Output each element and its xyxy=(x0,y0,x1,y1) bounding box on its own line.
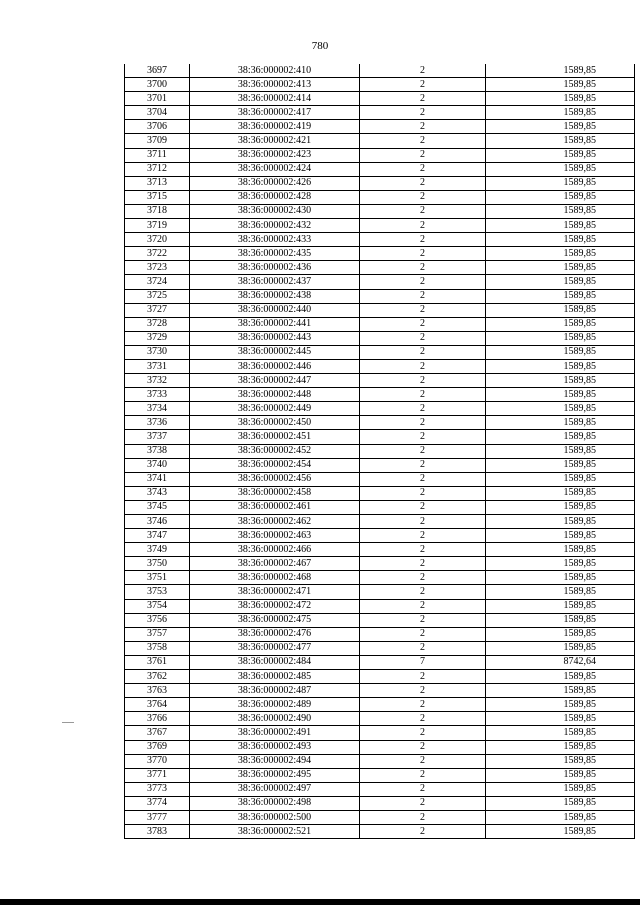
quantity-cell: 2 xyxy=(360,627,486,641)
value-cell: 1589,85 xyxy=(486,219,635,233)
quantity-cell: 2 xyxy=(360,825,486,839)
cadastral-number-cell: 38:36:000002:484 xyxy=(190,655,360,669)
value-cell: 1589,85 xyxy=(486,261,635,275)
row-number-cell: 3737 xyxy=(125,430,190,444)
table-row xyxy=(125,796,635,810)
row-number-cell: 3771 xyxy=(125,768,190,782)
row-number-cell: 3753 xyxy=(125,585,190,599)
row-number-cell: 3733 xyxy=(125,388,190,402)
cadastral-number-cell: 38:36:000002:458 xyxy=(190,486,360,500)
row-number-cell: 3740 xyxy=(125,458,190,472)
value-cell: 1589,85 xyxy=(486,204,635,218)
cadastral-number-cell: 38:36:000002:430 xyxy=(190,204,360,218)
row-number-cell: 3751 xyxy=(125,571,190,585)
quantity-cell: 2 xyxy=(360,585,486,599)
quantity-cell: 2 xyxy=(360,359,486,373)
value-cell: 1589,85 xyxy=(486,627,635,641)
row-number-cell: 3729 xyxy=(125,331,190,345)
quantity-cell: 2 xyxy=(360,641,486,655)
table-row xyxy=(125,233,635,247)
table-row xyxy=(125,106,635,120)
quantity-cell: 2 xyxy=(360,134,486,148)
value-cell: 1589,85 xyxy=(486,500,635,514)
quantity-cell: 2 xyxy=(360,486,486,500)
row-number-cell: 3732 xyxy=(125,374,190,388)
quantity-cell: 2 xyxy=(360,317,486,331)
cadastral-number-cell: 38:36:000002:489 xyxy=(190,698,360,712)
table-row xyxy=(125,599,635,613)
row-number-cell: 3728 xyxy=(125,317,190,331)
table-row xyxy=(125,740,635,754)
row-number-cell: 3762 xyxy=(125,670,190,684)
cadastral-number-cell: 38:36:000002:462 xyxy=(190,515,360,529)
cadastral-number-cell: 38:36:000002:452 xyxy=(190,444,360,458)
table-row xyxy=(125,698,635,712)
table-row xyxy=(125,402,635,416)
cadastral-number-cell: 38:36:000002:498 xyxy=(190,796,360,810)
value-cell: 1589,85 xyxy=(486,92,635,106)
row-number-cell: 3720 xyxy=(125,233,190,247)
table-row xyxy=(125,64,635,78)
row-number-cell: 3777 xyxy=(125,810,190,824)
registry-table-body xyxy=(125,64,635,839)
cadastral-number-cell: 38:36:000002:437 xyxy=(190,275,360,289)
cadastral-number-cell: 38:36:000002:424 xyxy=(190,162,360,176)
quantity-cell: 2 xyxy=(360,204,486,218)
quantity-cell: 2 xyxy=(360,529,486,543)
value-cell: 1589,85 xyxy=(486,768,635,782)
quantity-cell: 2 xyxy=(360,740,486,754)
quantity-cell: 2 xyxy=(360,768,486,782)
quantity-cell: 2 xyxy=(360,388,486,402)
cadastral-number-cell: 38:36:000002:443 xyxy=(190,331,360,345)
row-number-cell: 3764 xyxy=(125,698,190,712)
value-cell: 1589,85 xyxy=(486,585,635,599)
quantity-cell: 2 xyxy=(360,247,486,261)
quantity-cell: 2 xyxy=(360,726,486,740)
value-cell: 1589,85 xyxy=(486,670,635,684)
value-cell: 1589,85 xyxy=(486,557,635,571)
value-cell: 1589,85 xyxy=(486,430,635,444)
cadastral-number-cell: 38:36:000002:500 xyxy=(190,810,360,824)
table-row xyxy=(125,190,635,204)
row-number-cell: 3756 xyxy=(125,613,190,627)
value-cell: 1589,85 xyxy=(486,754,635,768)
table-row xyxy=(125,317,635,331)
scan-bottom-edge xyxy=(0,899,640,905)
quantity-cell: 2 xyxy=(360,176,486,190)
cadastral-number-cell: 38:36:000002:433 xyxy=(190,233,360,247)
row-number-cell: 3709 xyxy=(125,134,190,148)
value-cell: 1589,85 xyxy=(486,148,635,162)
quantity-cell: 2 xyxy=(360,571,486,585)
table-row xyxy=(125,472,635,486)
cadastral-number-cell: 38:36:000002:448 xyxy=(190,388,360,402)
table-row xyxy=(125,388,635,402)
quantity-cell: 2 xyxy=(360,162,486,176)
cadastral-number-cell: 38:36:000002:445 xyxy=(190,345,360,359)
row-number-cell: 3730 xyxy=(125,345,190,359)
value-cell: 1589,85 xyxy=(486,825,635,839)
table-row xyxy=(125,148,635,162)
page-number: 780 xyxy=(311,40,329,52)
row-number-cell: 3725 xyxy=(125,289,190,303)
quantity-cell: 2 xyxy=(360,712,486,726)
row-number-cell: 3706 xyxy=(125,120,190,134)
quantity-cell: 2 xyxy=(360,64,486,78)
cadastral-number-cell: 38:36:000002:450 xyxy=(190,416,360,430)
cadastral-number-cell: 38:36:000002:423 xyxy=(190,148,360,162)
value-cell: 1589,85 xyxy=(486,613,635,627)
quantity-cell: 2 xyxy=(360,613,486,627)
quantity-cell: 2 xyxy=(360,92,486,106)
quantity-cell: 2 xyxy=(360,261,486,275)
value-cell: 1589,85 xyxy=(486,486,635,500)
quantity-cell: 2 xyxy=(360,796,486,810)
table-row xyxy=(125,275,635,289)
quantity-cell: 2 xyxy=(360,374,486,388)
row-number-cell: 3736 xyxy=(125,416,190,430)
row-number-cell: 3746 xyxy=(125,515,190,529)
quantity-cell: 2 xyxy=(360,120,486,134)
row-number-cell: 3743 xyxy=(125,486,190,500)
value-cell: 1589,85 xyxy=(486,402,635,416)
table-row xyxy=(125,416,635,430)
table-row xyxy=(125,655,635,669)
table-row xyxy=(125,515,635,529)
cadastral-number-cell: 38:36:000002:466 xyxy=(190,543,360,557)
cadastral-number-cell: 38:36:000002:449 xyxy=(190,402,360,416)
cadastral-number-cell: 38:36:000002:468 xyxy=(190,571,360,585)
value-cell: 1589,85 xyxy=(486,810,635,824)
cadastral-number-cell: 38:36:000002:456 xyxy=(190,472,360,486)
quantity-cell: 2 xyxy=(360,782,486,796)
quantity-cell: 2 xyxy=(360,472,486,486)
value-cell: 1589,85 xyxy=(486,641,635,655)
quantity-cell: 2 xyxy=(360,684,486,698)
cadastral-number-cell: 38:36:000002:447 xyxy=(190,374,360,388)
table-row xyxy=(125,768,635,782)
row-number-cell: 3761 xyxy=(125,655,190,669)
cadastral-number-cell: 38:36:000002:476 xyxy=(190,627,360,641)
cadastral-number-cell: 38:36:000002:421 xyxy=(190,134,360,148)
cadastral-number-cell: 38:36:000002:472 xyxy=(190,599,360,613)
value-cell: 8742,64 xyxy=(486,655,635,669)
value-cell: 1589,85 xyxy=(486,726,635,740)
table-row xyxy=(125,458,635,472)
value-cell: 1589,85 xyxy=(486,359,635,373)
table-row xyxy=(125,92,635,106)
quantity-cell: 2 xyxy=(360,599,486,613)
table-row xyxy=(125,712,635,726)
table-row xyxy=(125,303,635,317)
cadastral-number-cell: 38:36:000002:467 xyxy=(190,557,360,571)
quantity-cell: 2 xyxy=(360,698,486,712)
quantity-cell: 2 xyxy=(360,275,486,289)
quantity-cell: 2 xyxy=(360,303,486,317)
table-row xyxy=(125,684,635,698)
quantity-cell: 2 xyxy=(360,148,486,162)
quantity-cell: 2 xyxy=(360,515,486,529)
value-cell: 1589,85 xyxy=(486,388,635,402)
table-row xyxy=(125,627,635,641)
quantity-cell: 7 xyxy=(360,655,486,669)
row-number-cell: 3770 xyxy=(125,754,190,768)
value-cell: 1589,85 xyxy=(486,571,635,585)
row-number-cell: 3704 xyxy=(125,106,190,120)
quantity-cell: 2 xyxy=(360,190,486,204)
table-row xyxy=(125,289,635,303)
quantity-cell: 2 xyxy=(360,810,486,824)
cadastral-number-cell: 38:36:000002:414 xyxy=(190,92,360,106)
cadastral-number-cell: 38:36:000002:521 xyxy=(190,825,360,839)
row-number-cell: 3774 xyxy=(125,796,190,810)
value-cell: 1589,85 xyxy=(486,275,635,289)
row-number-cell: 3697 xyxy=(125,64,190,78)
table-row xyxy=(125,261,635,275)
table-row xyxy=(125,345,635,359)
table-row xyxy=(125,219,635,233)
quantity-cell: 2 xyxy=(360,78,486,92)
quantity-cell: 2 xyxy=(360,331,486,345)
table-row xyxy=(125,486,635,500)
cadastral-number-cell: 38:36:000002:497 xyxy=(190,782,360,796)
table-row xyxy=(125,810,635,824)
value-cell: 1589,85 xyxy=(486,64,635,78)
cadastral-number-cell: 38:36:000002:491 xyxy=(190,726,360,740)
row-number-cell: 3750 xyxy=(125,557,190,571)
cadastral-number-cell: 38:36:000002:441 xyxy=(190,317,360,331)
quantity-cell: 2 xyxy=(360,557,486,571)
row-number-cell: 3749 xyxy=(125,543,190,557)
row-number-cell: 3783 xyxy=(125,825,190,839)
table-row xyxy=(125,825,635,839)
table-row xyxy=(125,176,635,190)
value-cell: 1589,85 xyxy=(486,345,635,359)
value-cell: 1589,85 xyxy=(486,233,635,247)
cadastral-number-cell: 38:36:000002:432 xyxy=(190,219,360,233)
table-row xyxy=(125,613,635,627)
row-number-cell: 3711 xyxy=(125,148,190,162)
table-row xyxy=(125,134,635,148)
row-number-cell: 3773 xyxy=(125,782,190,796)
row-number-cell: 3712 xyxy=(125,162,190,176)
table-row xyxy=(125,78,635,92)
cadastral-number-cell: 38:36:000002:471 xyxy=(190,585,360,599)
row-number-cell: 3758 xyxy=(125,641,190,655)
quantity-cell: 2 xyxy=(360,444,486,458)
value-cell: 1589,85 xyxy=(486,106,635,120)
table-row xyxy=(125,444,635,458)
quantity-cell: 2 xyxy=(360,289,486,303)
table-row xyxy=(125,359,635,373)
cadastral-number-cell: 38:36:000002:438 xyxy=(190,289,360,303)
cadastral-number-cell: 38:36:000002:461 xyxy=(190,500,360,514)
value-cell: 1589,85 xyxy=(486,740,635,754)
value-cell: 1589,85 xyxy=(486,190,635,204)
row-number-cell: 3767 xyxy=(125,726,190,740)
value-cell: 1589,85 xyxy=(486,303,635,317)
cadastral-number-cell: 38:36:000002:490 xyxy=(190,712,360,726)
cadastral-number-cell: 38:36:000002:410 xyxy=(190,64,360,78)
row-number-cell: 3700 xyxy=(125,78,190,92)
quantity-cell: 2 xyxy=(360,543,486,557)
row-number-cell: 3763 xyxy=(125,684,190,698)
quantity-cell: 2 xyxy=(360,430,486,444)
value-cell: 1589,85 xyxy=(486,458,635,472)
row-number-cell: 3731 xyxy=(125,359,190,373)
value-cell: 1589,85 xyxy=(486,317,635,331)
table-row xyxy=(125,430,635,444)
value-cell: 1589,85 xyxy=(486,134,635,148)
cadastral-number-cell: 38:36:000002:436 xyxy=(190,261,360,275)
cadastral-number-cell: 38:36:000002:446 xyxy=(190,359,360,373)
quantity-cell: 2 xyxy=(360,106,486,120)
value-cell: 1589,85 xyxy=(486,529,635,543)
row-number-cell: 3757 xyxy=(125,627,190,641)
cadastral-number-cell: 38:36:000002:413 xyxy=(190,78,360,92)
margin-mark xyxy=(62,722,74,723)
row-number-cell: 3724 xyxy=(125,275,190,289)
quantity-cell: 2 xyxy=(360,345,486,359)
cadastral-number-cell: 38:36:000002:487 xyxy=(190,684,360,698)
value-cell: 1589,85 xyxy=(486,176,635,190)
table-row xyxy=(125,120,635,134)
quantity-cell: 2 xyxy=(360,402,486,416)
value-cell: 1589,85 xyxy=(486,247,635,261)
table-row xyxy=(125,782,635,796)
value-cell: 1589,85 xyxy=(486,515,635,529)
cadastral-number-cell: 38:36:000002:494 xyxy=(190,754,360,768)
cadastral-number-cell: 38:36:000002:426 xyxy=(190,176,360,190)
quantity-cell: 2 xyxy=(360,416,486,430)
table-row xyxy=(125,726,635,740)
table-row xyxy=(125,543,635,557)
value-cell: 1589,85 xyxy=(486,543,635,557)
row-number-cell: 3701 xyxy=(125,92,190,106)
cadastral-number-cell: 38:36:000002:451 xyxy=(190,430,360,444)
row-number-cell: 3747 xyxy=(125,529,190,543)
registry-table xyxy=(124,64,635,839)
row-number-cell: 3738 xyxy=(125,444,190,458)
value-cell: 1589,85 xyxy=(486,162,635,176)
row-number-cell: 3741 xyxy=(125,472,190,486)
table-row xyxy=(125,331,635,345)
value-cell: 1589,85 xyxy=(486,120,635,134)
value-cell: 1589,85 xyxy=(486,78,635,92)
table-row xyxy=(125,670,635,684)
table-row xyxy=(125,557,635,571)
quantity-cell: 2 xyxy=(360,458,486,472)
table-row xyxy=(125,162,635,176)
value-cell: 1589,85 xyxy=(486,684,635,698)
table-row xyxy=(125,500,635,514)
cadastral-number-cell: 38:36:000002:477 xyxy=(190,641,360,655)
cadastral-number-cell: 38:36:000002:495 xyxy=(190,768,360,782)
row-number-cell: 3769 xyxy=(125,740,190,754)
table-row xyxy=(125,204,635,218)
row-number-cell: 3715 xyxy=(125,190,190,204)
table-row xyxy=(125,571,635,585)
cadastral-number-cell: 38:36:000002:475 xyxy=(190,613,360,627)
value-cell: 1589,85 xyxy=(486,698,635,712)
table-row xyxy=(125,585,635,599)
value-cell: 1589,85 xyxy=(486,472,635,486)
table-row xyxy=(125,374,635,388)
table-row xyxy=(125,754,635,768)
value-cell: 1589,85 xyxy=(486,444,635,458)
value-cell: 1589,85 xyxy=(486,416,635,430)
cadastral-number-cell: 38:36:000002:485 xyxy=(190,670,360,684)
cadastral-number-cell: 38:36:000002:493 xyxy=(190,740,360,754)
value-cell: 1589,85 xyxy=(486,331,635,345)
value-cell: 1589,85 xyxy=(486,289,635,303)
cadastral-number-cell: 38:36:000002:417 xyxy=(190,106,360,120)
row-number-cell: 3727 xyxy=(125,303,190,317)
row-number-cell: 3718 xyxy=(125,204,190,218)
cadastral-number-cell: 38:36:000002:463 xyxy=(190,529,360,543)
value-cell: 1589,85 xyxy=(486,374,635,388)
quantity-cell: 2 xyxy=(360,670,486,684)
table-row xyxy=(125,247,635,261)
row-number-cell: 3734 xyxy=(125,402,190,416)
quantity-cell: 2 xyxy=(360,233,486,247)
row-number-cell: 3723 xyxy=(125,261,190,275)
row-number-cell: 3719 xyxy=(125,219,190,233)
quantity-cell: 2 xyxy=(360,754,486,768)
cadastral-number-cell: 38:36:000002:419 xyxy=(190,120,360,134)
cadastral-number-cell: 38:36:000002:435 xyxy=(190,247,360,261)
cadastral-number-cell: 38:36:000002:428 xyxy=(190,190,360,204)
row-number-cell: 3713 xyxy=(125,176,190,190)
table-row xyxy=(125,641,635,655)
cadastral-number-cell: 38:36:000002:440 xyxy=(190,303,360,317)
row-number-cell: 3745 xyxy=(125,500,190,514)
table-row xyxy=(125,529,635,543)
row-number-cell: 3766 xyxy=(125,712,190,726)
value-cell: 1589,85 xyxy=(486,599,635,613)
value-cell: 1589,85 xyxy=(486,796,635,810)
value-cell: 1589,85 xyxy=(486,782,635,796)
row-number-cell: 3722 xyxy=(125,247,190,261)
quantity-cell: 2 xyxy=(360,219,486,233)
quantity-cell: 2 xyxy=(360,500,486,514)
cadastral-number-cell: 38:36:000002:454 xyxy=(190,458,360,472)
row-number-cell: 3754 xyxy=(125,599,190,613)
value-cell: 1589,85 xyxy=(486,712,635,726)
